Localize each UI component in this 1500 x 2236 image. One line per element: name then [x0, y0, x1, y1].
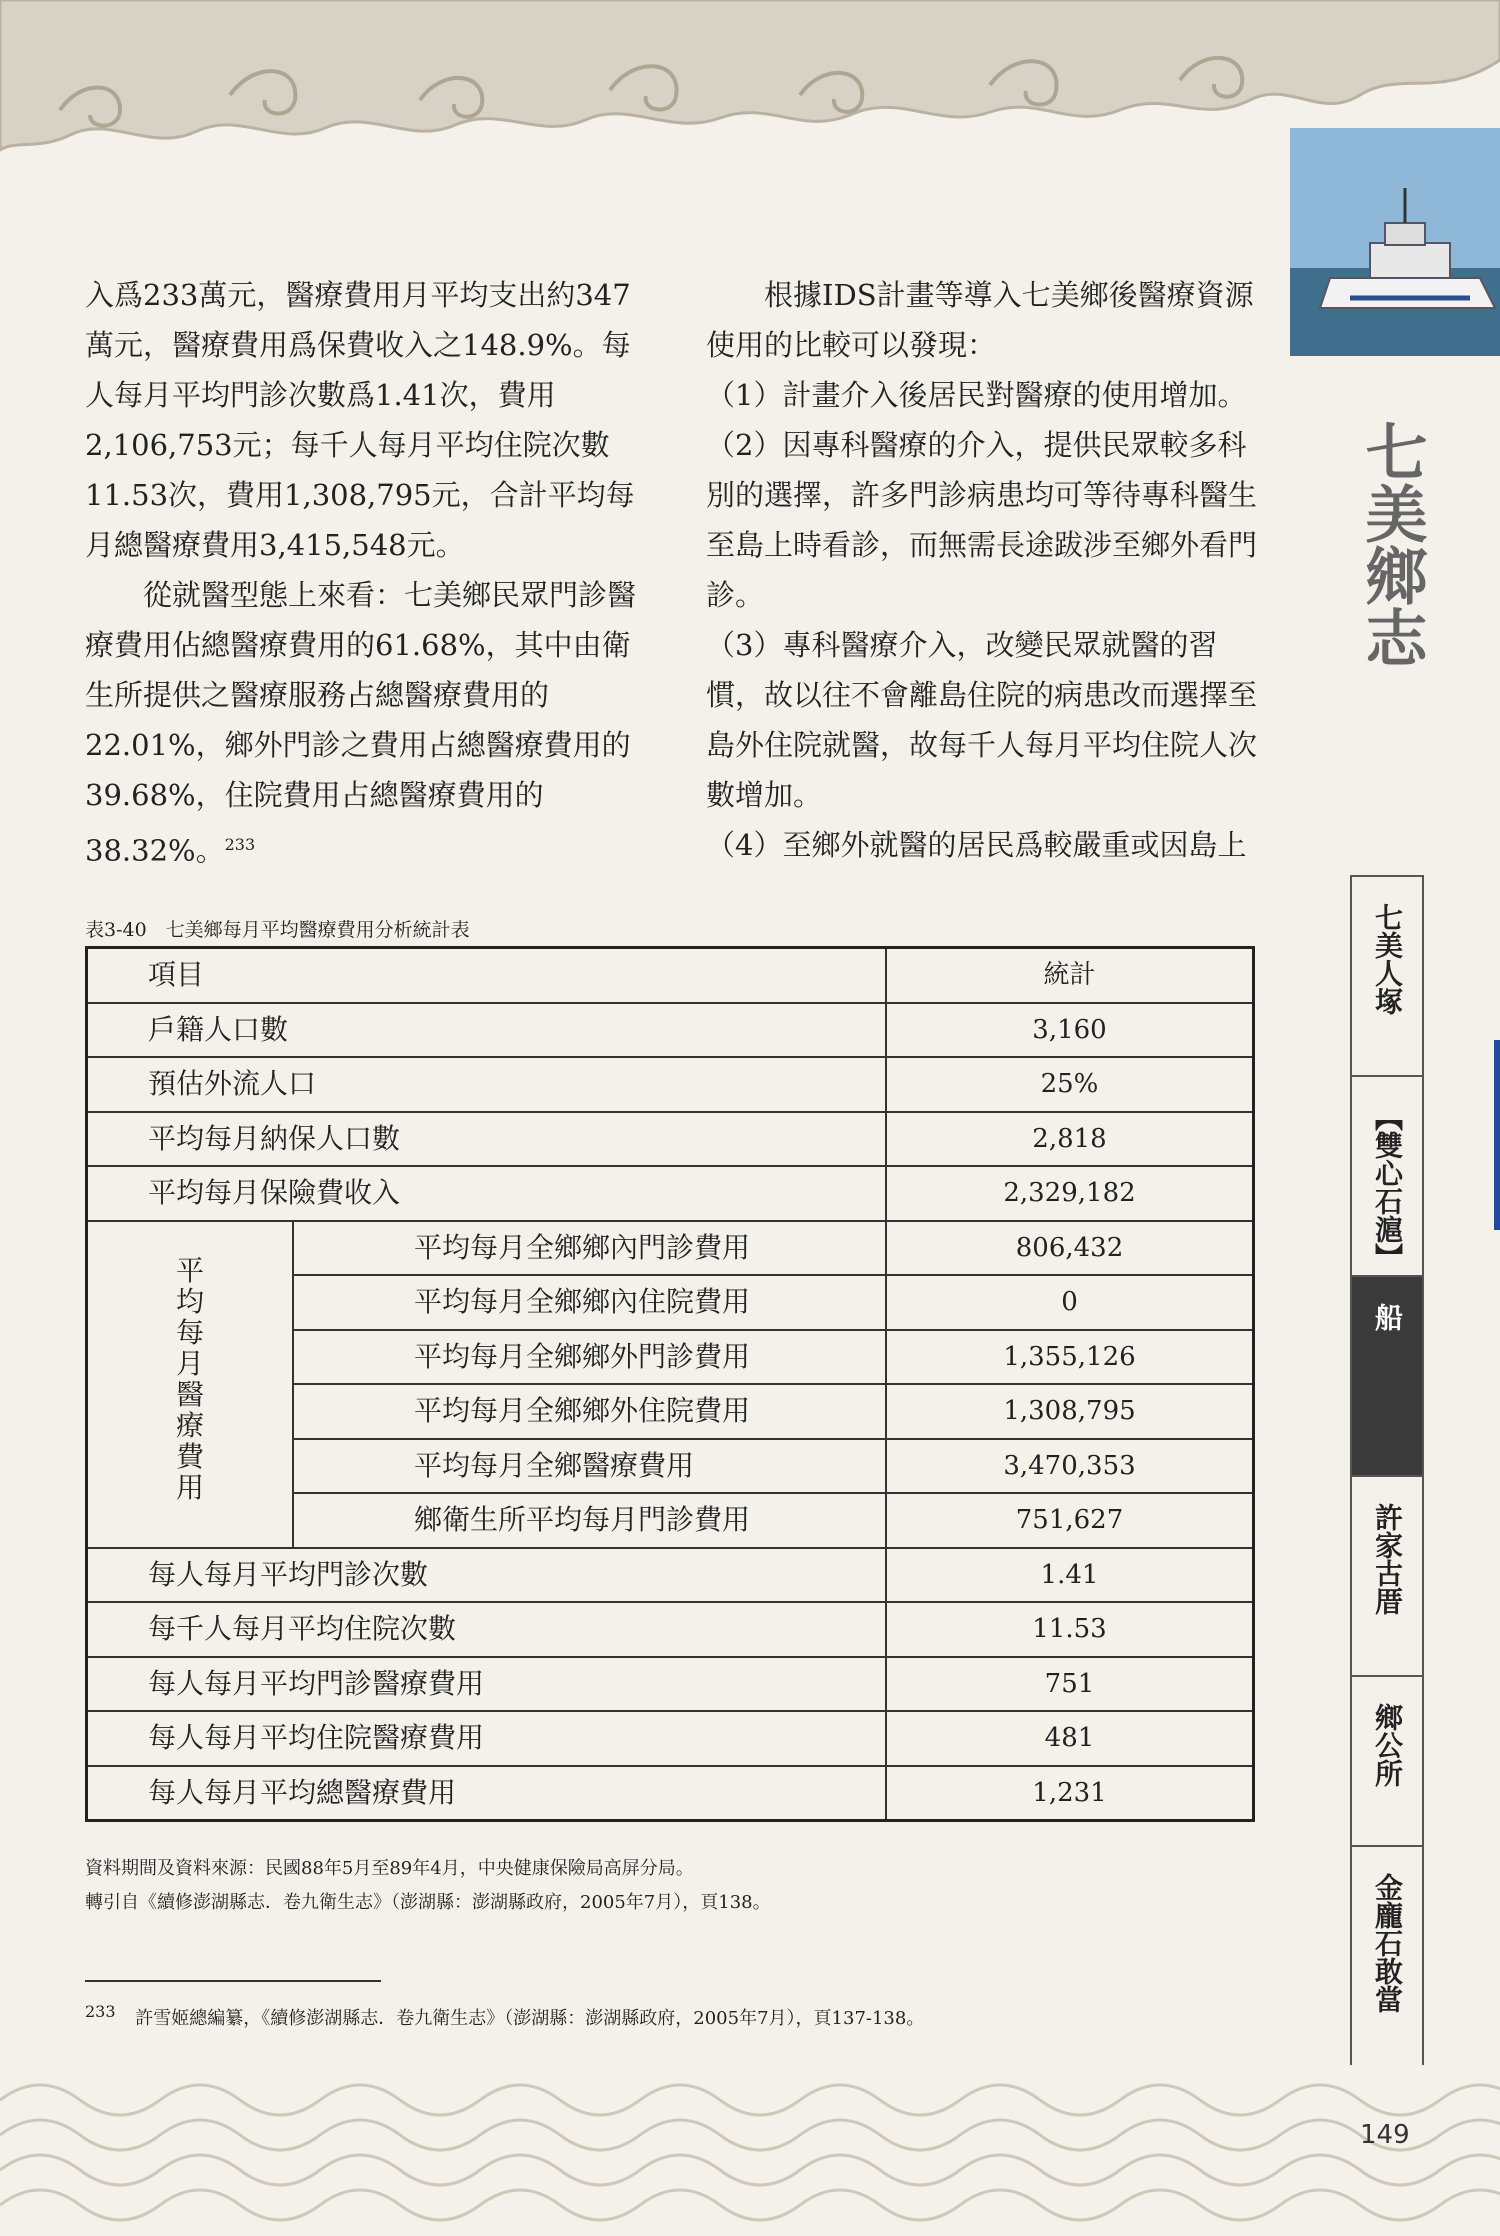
- table-row: [87, 1166, 1254, 1221]
- row-value: 0: [886, 1275, 1254, 1330]
- wave-border-decoration: [0, 2060, 1500, 2236]
- table-row: [87, 1057, 1254, 1112]
- row-label: 平均每月全鄉鄉外門診費用: [293, 1330, 886, 1385]
- row-value: 1,308,795: [886, 1384, 1254, 1439]
- row-label: 每人每月平均住院醫療費用: [87, 1711, 887, 1766]
- table-row: [87, 1602, 1254, 1657]
- table-caption: 表3-40 七美鄉每月平均醫療費用分析統計表: [85, 919, 470, 941]
- table-header-row: [87, 948, 1254, 1003]
- footnote-number: 233: [85, 2002, 116, 2021]
- row-value: 2,818: [886, 1112, 1254, 1167]
- medical-cost-table: [85, 946, 1255, 1822]
- sidebar-item-township-office[interactable]: [1352, 1675, 1422, 1845]
- table-row: [87, 1221, 1254, 1276]
- row-label: 鄉衛生所平均每月門診費用: [293, 1493, 886, 1548]
- row-label: 每千人每月平均住院次數: [87, 1602, 887, 1657]
- right-point-4: （4）至鄉外就醫的居民爲較嚴重或因島上: [706, 828, 1247, 862]
- table-row: [87, 1766, 1254, 1821]
- sidebar-item-label: 【雙心石滬】: [1371, 1103, 1404, 1271]
- page-number: 149: [1360, 2120, 1410, 2150]
- row-value: 1,231: [886, 1766, 1254, 1821]
- row-value: 481: [886, 1711, 1254, 1766]
- row-value: 1.41: [886, 1548, 1254, 1603]
- row-label: 平均每月全鄉鄉內門診費用: [293, 1221, 886, 1276]
- row-value: 751: [886, 1657, 1254, 1712]
- right-point-3: （3）專科醫療介入，改變民眾就醫的習慣，故以往不會離島住院的病患改而選擇至島外住院就醫，故每千人每月平均住院人次數增加。: [706, 628, 1258, 812]
- book-title-text: 七美鄉志: [1355, 420, 1428, 668]
- sidebar-item-label: 鄉公所: [1371, 1703, 1404, 1787]
- sidebar-item-label: 許家古厝: [1371, 1503, 1404, 1615]
- cited-note: 轉引自《續修澎湖縣志．卷九衛生志》（澎湖縣：澎湖縣政府，2005年7月），頁138。: [85, 1892, 771, 1913]
- footnote-text: 許雪姬總編纂，《續修澎湖縣志．卷九衛生志》（澎湖縣：澎湖縣政府，2005年7月），頁137-138。: [135, 2008, 925, 2029]
- left-paragraph-2-text: 從就醫型態上來看：七美鄉民眾門診醫療費用佔總醫療費用的61.68%，其中由衛生所提供之醫療服務占總醫療費用的22.01%，鄉外門診之費用占總醫療費用的39.68%，住院費用占總醫療費用的38.32%。: [85, 578, 637, 868]
- left-column: [85, 270, 640, 876]
- boat-photo: [1290, 128, 1500, 356]
- left-paragraph-2: [85, 570, 640, 876]
- row-value: 2,329,182: [886, 1166, 1254, 1221]
- row-label: 平均每月納保人口數: [87, 1112, 887, 1167]
- group-label: 平均每月醫療費用: [175, 1253, 204, 1504]
- row-value: 11.53: [886, 1602, 1254, 1657]
- row-value: 25%: [886, 1057, 1254, 1112]
- row-label: 平均每月全鄉醫療費用: [293, 1439, 886, 1494]
- table-row: [87, 1711, 1254, 1766]
- row-value: 3,160: [886, 1003, 1254, 1058]
- row-label: 戶籍人口數: [87, 1003, 887, 1058]
- sidebar-nav: [1350, 875, 1424, 2065]
- row-value: 3,470,353: [886, 1439, 1254, 1494]
- cloud-border-decoration: [0, 0, 1500, 190]
- right-point-2: （2）因專科醫療的介入，提供民眾較多科別的選擇，許多門診病患均可等待專科醫生至島上時看診，而無需長途跋涉至鄉外看門診。: [706, 428, 1258, 612]
- edge-marker: [1494, 1040, 1500, 1230]
- header-item: 項目: [87, 948, 887, 1003]
- footnote: [85, 2002, 924, 2030]
- row-label: 每人每月平均門診醫療費用: [87, 1657, 887, 1712]
- sidebar-item-label: 七美人塚: [1371, 903, 1404, 1015]
- sidebar-item-label: 金龐石敢當: [1371, 1873, 1404, 2013]
- footnote-ref[interactable]: 233: [224, 835, 256, 854]
- sidebar-item-label: 船: [1371, 1303, 1404, 1331]
- sidebar-item-hsu-house[interactable]: [1352, 1475, 1422, 1675]
- table-notes: [85, 1852, 771, 1920]
- sidebar-item-boat[interactable]: [1352, 1275, 1422, 1475]
- table-row: [87, 1112, 1254, 1167]
- row-label: 每人每月平均門診次數: [87, 1548, 887, 1603]
- header-stat: 統計: [886, 948, 1254, 1003]
- sidebar-item-qimei-tomb[interactable]: [1352, 875, 1422, 1075]
- group-label-cell: [87, 1221, 294, 1548]
- row-value: 751,627: [886, 1493, 1254, 1548]
- table-row: [87, 1657, 1254, 1712]
- footnote-divider: [85, 1980, 381, 1982]
- right-intro: 根據IDS計畫等導入七美鄉後醫療資源使用的比較可以發現：: [706, 278, 1254, 362]
- row-label: 平均每月全鄉鄉外住院費用: [293, 1384, 886, 1439]
- right-point-1: （1）計畫介入後居民對醫療的使用增加。: [706, 378, 1247, 412]
- sidebar-item-stone[interactable]: [1352, 1845, 1422, 2065]
- row-label: 每人每月平均總醫療費用: [87, 1766, 887, 1821]
- row-label: 平均每月全鄉鄉內住院費用: [293, 1275, 886, 1330]
- row-value: 806,432: [886, 1221, 1254, 1276]
- table-row: [87, 1548, 1254, 1603]
- row-label: 平均每月保險費收入: [87, 1166, 887, 1221]
- right-column: [706, 270, 1261, 870]
- source-note: 資料期間及資料來源：民國88年5月至89年4月，中央健康保險局高屏分局。: [85, 1858, 694, 1879]
- left-paragraph-1: 入爲233萬元，醫療費用月平均支出約347萬元，醫療費用爲保費收入之148.9%。每人每月平均門診次數爲1.41次，費用2,106,753元；每千人每月平均住院次數11.53次，費用1,308,795元，合計平均每月總醫療費用3,415,548元。: [85, 278, 635, 562]
- book-title: [1345, 420, 1435, 693]
- sidebar-item-twin-hearts[interactable]: [1352, 1075, 1422, 1275]
- table-row: [87, 1003, 1254, 1058]
- row-value: 1,355,126: [886, 1330, 1254, 1385]
- row-label: 預估外流人口: [87, 1057, 887, 1112]
